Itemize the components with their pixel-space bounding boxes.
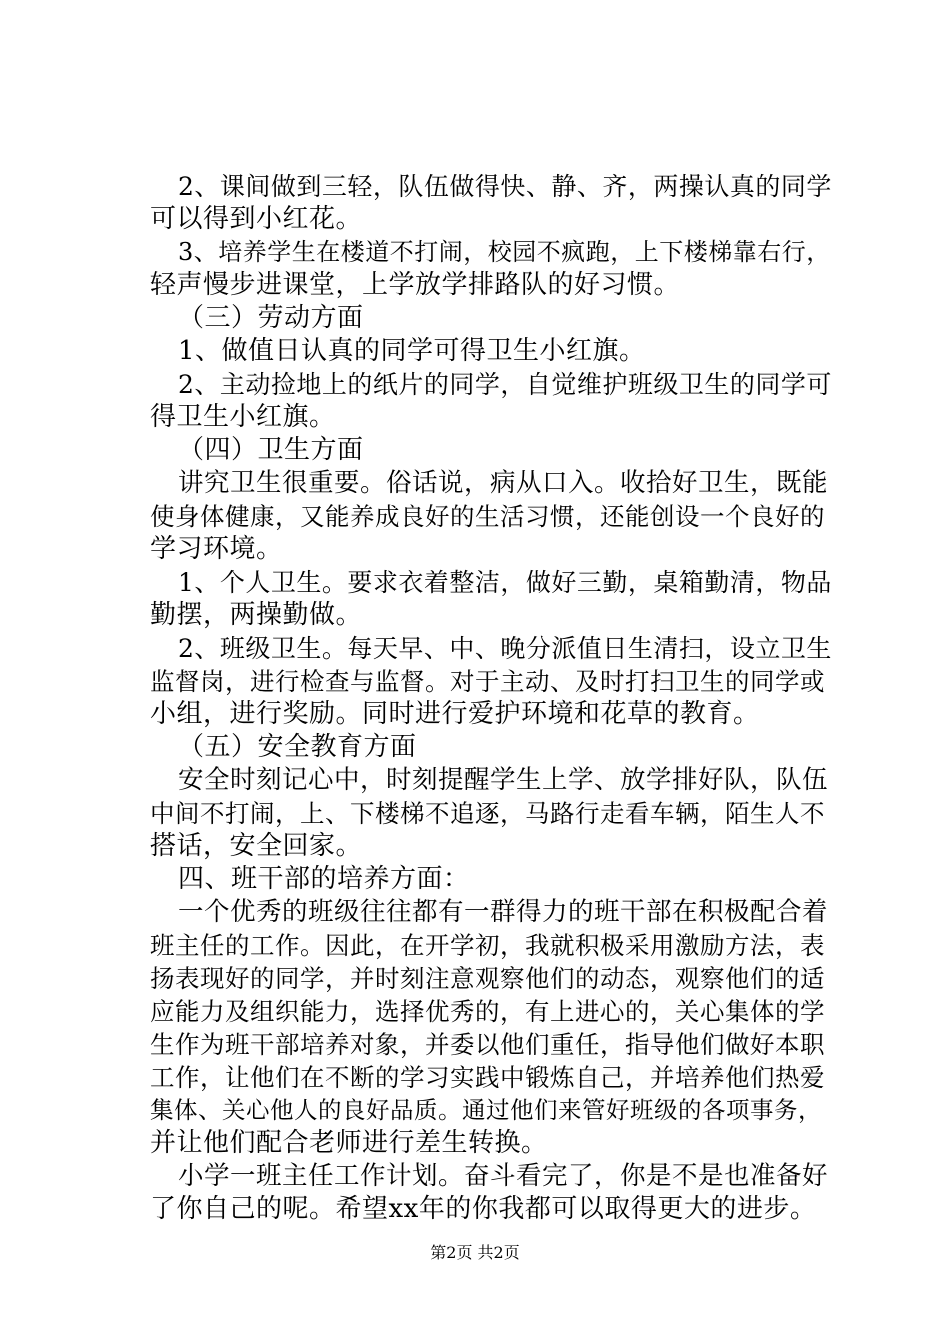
text-line: 得卫生小红旗。 (150, 402, 336, 432)
section-heading: （三）劳动方面 (178, 303, 364, 333)
text-line: 生作为班干部培养对象，并委以他们重任，指导他们做好本职 (150, 1030, 825, 1059)
text-line: 监督岗，进行检查与监督。对于主动、及时打扫卫生的同学或 (150, 667, 825, 696)
text-line: 小组，进行奖励。同时进行爱护环境和花草的教育。 (150, 699, 760, 729)
text-line: 安全时刻记心中，时刻提醒学生上学、放学排好队，队伍 (178, 765, 829, 795)
text-line: 扬表现好的同学，并时刻注意观察他们的动态，观察他们的适 (150, 964, 825, 993)
text-line: 学习环境。 (150, 534, 283, 564)
text-line: 1、个人卫生。要求衣着整洁，做好三勤，桌箱勤清，物品 (178, 568, 832, 597)
text-line: 工作，让他们在不断的学习实践中锻炼自己，并培养他们热爱 (150, 1063, 825, 1092)
text-line: 使身体健康，又能养成良好的生活习惯，还能创设一个良好的 (150, 502, 825, 531)
section-heading: （五）安全教育方面 (178, 732, 417, 762)
text-line: 搭话，安全回家。 (150, 831, 363, 861)
section-heading: 四、班干部的培养方面： (178, 864, 470, 894)
text-line: 并让他们配合老师进行差生转换。 (150, 1128, 548, 1158)
text-line: 一个优秀的班级往往都有一群得力的班干部在积极配合着 (178, 897, 829, 927)
text-line: 了你自己的呢。希望xx年的你我都可以取得更大的进步。 (150, 1194, 817, 1224)
text-line: 讲究卫生很重要。俗话说，病从口入。收拾好卫生，既能 (178, 468, 829, 498)
text-line: 勤摆，两操勤做。 (150, 600, 363, 630)
text-line: 应能力及组织能力，选择优秀的，有上进心的，关心集体的学 (150, 997, 825, 1026)
section-heading: （四）卫生方面 (178, 435, 364, 465)
page-number: 第2页 共2页 (430, 1243, 520, 1262)
document-body (0, 170, 950, 1226)
text-line: 2、班级卫生。每天早、中、晚分派值日生清扫，设立卫生 (178, 634, 832, 663)
text-line: 2、主动捡地上的纸片的同学，自觉维护班级卫生的同学可 (178, 370, 832, 399)
text-line: 小学一班主任工作计划。奋斗看完了，你是不是也准备好 (178, 1161, 829, 1191)
text-line: 中间不打闹，上、下楼梯不追逐，马路行走看车辆，陌生人不 (150, 799, 825, 828)
text-line: 班主任的工作。因此，在开学初，我就积极采用激励方法，表 (150, 931, 825, 960)
text-line: 1、做值日认真的同学可得卫生小红旗。 (178, 336, 646, 366)
text-line: 集体、关心他人的良好品质。通过他们来管好班级的各项事务， (150, 1096, 822, 1124)
text-line: 2、课间做到三轻，队伍做得快、静、齐，两操认真的同学 (178, 172, 832, 201)
text-line: 3、培养学生在楼道不打闹，校园不疯跑，上下楼梯靠右行， (178, 238, 831, 266)
text-line: 可以得到小红花。 (150, 204, 363, 234)
text-line: 轻声慢步进课堂，上学放学排路队的好习惯。 (150, 270, 681, 300)
